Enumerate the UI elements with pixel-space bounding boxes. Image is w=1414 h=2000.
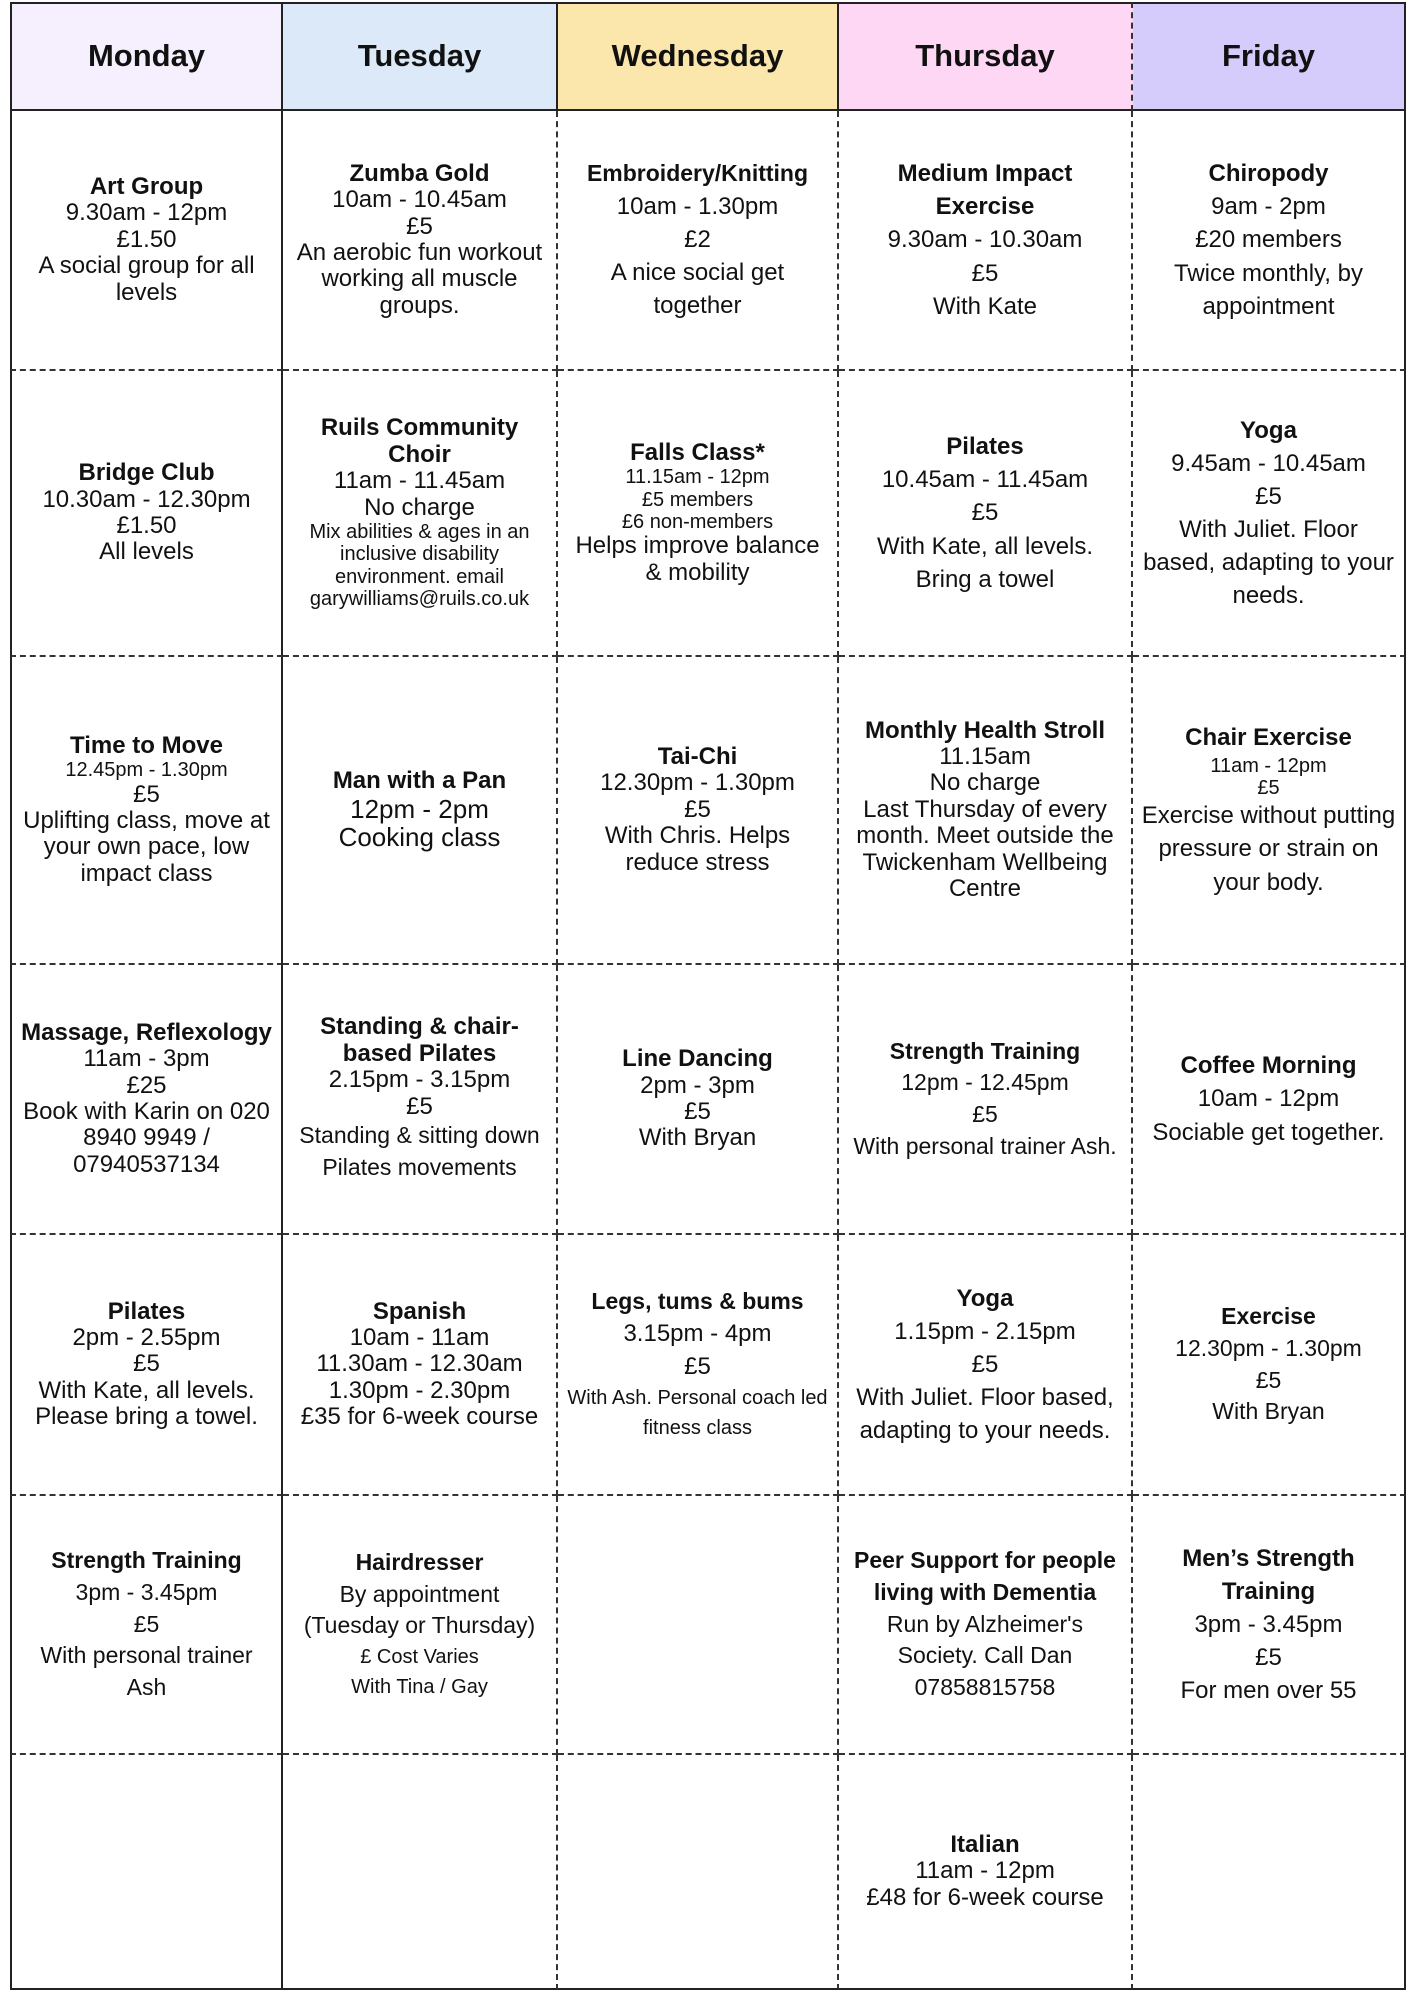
activity-description: With personal trainer Ash <box>40 1642 253 1701</box>
activity-title: Standing & chair-based Pilates <box>320 1013 519 1067</box>
activity-price-nonmember: £6 non-members <box>621 511 774 533</box>
activity-title: Monthly Health Stroll <box>865 716 1105 744</box>
activity-cell <box>10 657 283 965</box>
activity-time: 1.15pm - 2.15pm <box>894 1317 1076 1345</box>
activity-time: 10am - 10.45am <box>332 186 507 214</box>
activity-cell <box>10 965 283 1235</box>
activity-time: 11.30am - 12.30am <box>316 1350 523 1378</box>
activity-price: £25 <box>126 1071 167 1099</box>
activity-price: £48 for 6-week course <box>866 1883 1104 1911</box>
activity-title: Strength Training <box>51 1547 242 1574</box>
activity-cell <box>283 111 558 371</box>
activity-cell <box>1133 657 1406 965</box>
activity-description: Mix abilities & ages in an inclusive disability environment. email garywilliams@ruils.co.uk <box>309 521 530 611</box>
activity-description: For men over 55 <box>1180 1677 1357 1705</box>
activity-price: No charge <box>929 769 1041 797</box>
activity-description: Standing & sitting down Pilates movements <box>299 1122 540 1180</box>
activity-cell <box>558 965 839 1235</box>
activity-price: £1.50 <box>116 225 177 253</box>
activity-cell <box>283 371 558 657</box>
activity-description: With Bryan <box>638 1124 757 1152</box>
activity-description: With Chris. Helps reduce stress <box>604 822 791 876</box>
day-header-monday: Monday <box>10 2 283 111</box>
activity-cell <box>839 371 1133 657</box>
empty-cell <box>558 1496 839 1755</box>
activity-cell <box>839 657 1133 965</box>
activity-cell <box>283 657 558 965</box>
activity-title: Medium Impact Exercise <box>897 160 1073 221</box>
activity-title: Man with a Pan <box>332 767 507 795</box>
activity-description: With Juliet. Floor based, adapting to your needs. <box>856 1384 1114 1445</box>
activity-title: Tai-Chi <box>657 743 738 771</box>
activity-price: £20 members <box>1195 226 1342 254</box>
activity-title: Legs, tums & bums <box>591 1287 804 1314</box>
activity-cell <box>839 1755 1133 1990</box>
activity-price: £5 <box>1255 1366 1282 1393</box>
activity-title: Zumba Gold <box>349 159 490 187</box>
activity-time: 12pm - 12.45pm <box>901 1069 1069 1096</box>
activity-cell <box>10 111 283 371</box>
activity-cell <box>10 1496 283 1755</box>
activity-price: £5 <box>133 780 160 808</box>
activity-title: Ruils Community Choir <box>320 414 519 468</box>
activity-price: £1.50 <box>116 512 177 539</box>
activity-time: By appointment (Tuesday or Thursday) <box>303 1580 536 1639</box>
activity-title: Men’s Strength Training <box>1182 1544 1355 1605</box>
activity-cell <box>839 1235 1133 1496</box>
activity-description: A social group for all levels <box>38 252 255 306</box>
activity-cell <box>10 1235 283 1496</box>
day-header-wednesday: Wednesday <box>558 2 839 111</box>
activity-time: 10am - 1.30pm <box>616 192 779 220</box>
activity-title: Art Group <box>89 173 204 201</box>
activity-description: Exercise without putting pressure or strain on your body. <box>1141 802 1396 896</box>
activity-cell <box>558 657 839 965</box>
activity-description: Run by Alzheimer's Society. Call Dan 07858815758 <box>886 1610 1084 1701</box>
activity-cell <box>283 1235 558 1496</box>
activity-price: £ Cost Varies <box>360 1646 479 1669</box>
activity-time: 1.30pm - 2.30pm <box>328 1376 511 1404</box>
activity-price: £5 <box>133 1350 160 1378</box>
activity-time: 2.15pm - 3.15pm <box>328 1066 511 1094</box>
activity-time: 3.15pm - 4pm <box>623 1320 772 1348</box>
activity-price: £5 <box>684 1353 711 1381</box>
activity-time: 11am - 11.45am <box>333 467 506 495</box>
activity-time: 10am - 11am <box>349 1323 490 1351</box>
activity-cell <box>558 371 839 657</box>
activity-time: 12.30pm - 1.30pm <box>1175 1334 1362 1361</box>
activity-time: 10am - 12pm <box>1197 1085 1340 1113</box>
activity-description: With Kate, all levels. Please bring a towel. <box>35 1376 258 1431</box>
activity-time: 2pm - 3pm <box>640 1071 755 1099</box>
activity-price: £35 for 6-week course <box>300 1403 539 1431</box>
activity-description: Last Thursday of every month. Meet outside the Twickenham Wellbeing Centre <box>856 795 1114 902</box>
activity-title: Peer Support for people living with Dementia <box>854 1547 1116 1605</box>
activity-cell <box>283 965 558 1235</box>
activity-price: £5 <box>971 259 999 287</box>
activity-title: Yoga <box>1240 416 1297 444</box>
activity-title: Chiropody <box>1208 160 1329 188</box>
activity-price: £5 <box>684 795 711 823</box>
activity-title: Massage, Reflexology <box>21 1018 272 1046</box>
activity-title: Italian <box>950 1830 1020 1858</box>
activity-description: With Kate <box>932 292 1038 320</box>
activity-title: Embroidery/Knitting <box>586 159 809 186</box>
activity-cell <box>839 965 1133 1235</box>
activity-cell <box>839 111 1133 371</box>
activity-time: 11am - 12pm <box>915 1857 1055 1885</box>
activity-description: Sociable get together. <box>1152 1118 1385 1146</box>
activity-price: £5 <box>972 1101 998 1127</box>
empty-cell <box>558 1755 839 1990</box>
activity-price: £5 <box>1257 776 1280 799</box>
activity-time: 2pm - 2.55pm <box>72 1323 221 1351</box>
activity-cell <box>1133 111 1406 371</box>
day-header-tuesday: Tuesday <box>283 2 558 111</box>
activity-price: £2 <box>684 225 711 253</box>
activity-time: 11am - 3pm <box>83 1045 210 1073</box>
activity-time: 9.30am - 10.30am <box>887 226 1083 254</box>
activity-time: 3pm - 3.45pm <box>75 1578 218 1605</box>
activity-time: 11.15am <box>939 743 1031 771</box>
activity-description: Helps improve balance & mobility <box>575 532 820 586</box>
activity-price: £5 <box>406 1092 433 1120</box>
activity-description: With Bryan <box>1212 1398 1325 1425</box>
activity-description: An aerobic fun workout working all muscle groups. <box>296 239 543 319</box>
empty-cell <box>10 1755 283 1990</box>
activity-price: £5 <box>133 1610 160 1637</box>
activity-price: £5 <box>406 212 433 240</box>
activity-time: 11am - 12pm <box>1210 754 1327 777</box>
day-header-thursday: Thursday <box>839 2 1133 111</box>
activity-title: Line Dancing <box>622 1045 773 1073</box>
activity-price: £5 <box>684 1098 711 1125</box>
activity-cell <box>1133 965 1406 1235</box>
activity-time: 3pm - 3.45pm <box>1194 1610 1343 1638</box>
activity-title: Falls Class* <box>630 438 765 466</box>
activity-cell <box>1133 371 1406 657</box>
activity-time: 12.45pm - 1.30pm <box>65 759 228 782</box>
activity-title: Bridge Club <box>78 459 215 487</box>
activity-description: Uplifting class, move at your own pace, low impact class <box>23 807 270 887</box>
activity-description: Twice monthly, by appointment <box>1174 259 1363 320</box>
activity-time: 10.30am - 12.30pm <box>42 485 251 513</box>
activity-description: With Kate, all levels. Bring a towel <box>876 532 1094 593</box>
activity-price: £5 <box>971 1350 999 1378</box>
activity-time: 10.45am - 11.45am <box>881 466 1089 494</box>
activity-description: A nice social get together <box>610 258 785 319</box>
activity-price: £5 <box>1255 1644 1282 1672</box>
activity-description: Book with Karin on 020 8940 9949 / 07940537134 <box>23 1098 270 1178</box>
activity-description: All levels <box>99 538 194 566</box>
activity-cell <box>283 1496 558 1755</box>
activity-title: Coffee Morning <box>1180 1052 1357 1080</box>
activity-time: 12pm - 2pm <box>350 793 489 824</box>
activity-time: 12.30pm - 1.30pm <box>600 769 795 797</box>
empty-cell <box>283 1755 558 1990</box>
activity-time: 9am - 2pm <box>1211 193 1326 221</box>
activity-title: Chair Exercise <box>1185 724 1352 752</box>
activity-title: Yoga <box>956 1284 1014 1312</box>
activity-title: Hairdresser <box>355 1548 484 1575</box>
activity-time: 11.15am - 12pm <box>625 466 770 489</box>
activity-description: With personal trainer Ash. <box>853 1132 1117 1159</box>
activity-price: £5 <box>1255 482 1282 510</box>
activity-cell <box>1133 1496 1406 1755</box>
activity-title: Exercise <box>1221 1303 1316 1330</box>
activity-cell <box>10 371 283 657</box>
day-header-friday: Friday <box>1133 2 1406 111</box>
activity-cell <box>839 1496 1133 1755</box>
activity-title: Pilates <box>107 1297 186 1325</box>
activity-title: Time to Move <box>70 731 223 759</box>
activity-time: 9.30am - 12pm <box>65 199 228 227</box>
activity-cell <box>1133 1235 1406 1496</box>
activity-price: No charge <box>364 493 475 521</box>
activity-description: With Juliet. Floor based, adapting to your needs. <box>1143 516 1394 610</box>
activity-description: With Tina / Gay <box>351 1676 488 1699</box>
activity-title: Spanish <box>372 1297 467 1325</box>
weekly-timetable <box>10 2 1406 1990</box>
activity-title: Strength Training <box>889 1037 1081 1064</box>
activity-cell <box>558 111 839 371</box>
activity-description: With Ash. Personal coach led fitness class <box>567 1387 828 1440</box>
activity-price: £5 members <box>641 488 754 511</box>
activity-description: Cooking class <box>338 822 501 853</box>
activity-cell <box>558 1235 839 1496</box>
activity-time: 9.45am - 10.45am <box>1171 449 1366 477</box>
activity-price: £5 <box>971 499 999 527</box>
activity-title: Pilates <box>946 433 1024 461</box>
empty-cell <box>1133 1755 1406 1990</box>
